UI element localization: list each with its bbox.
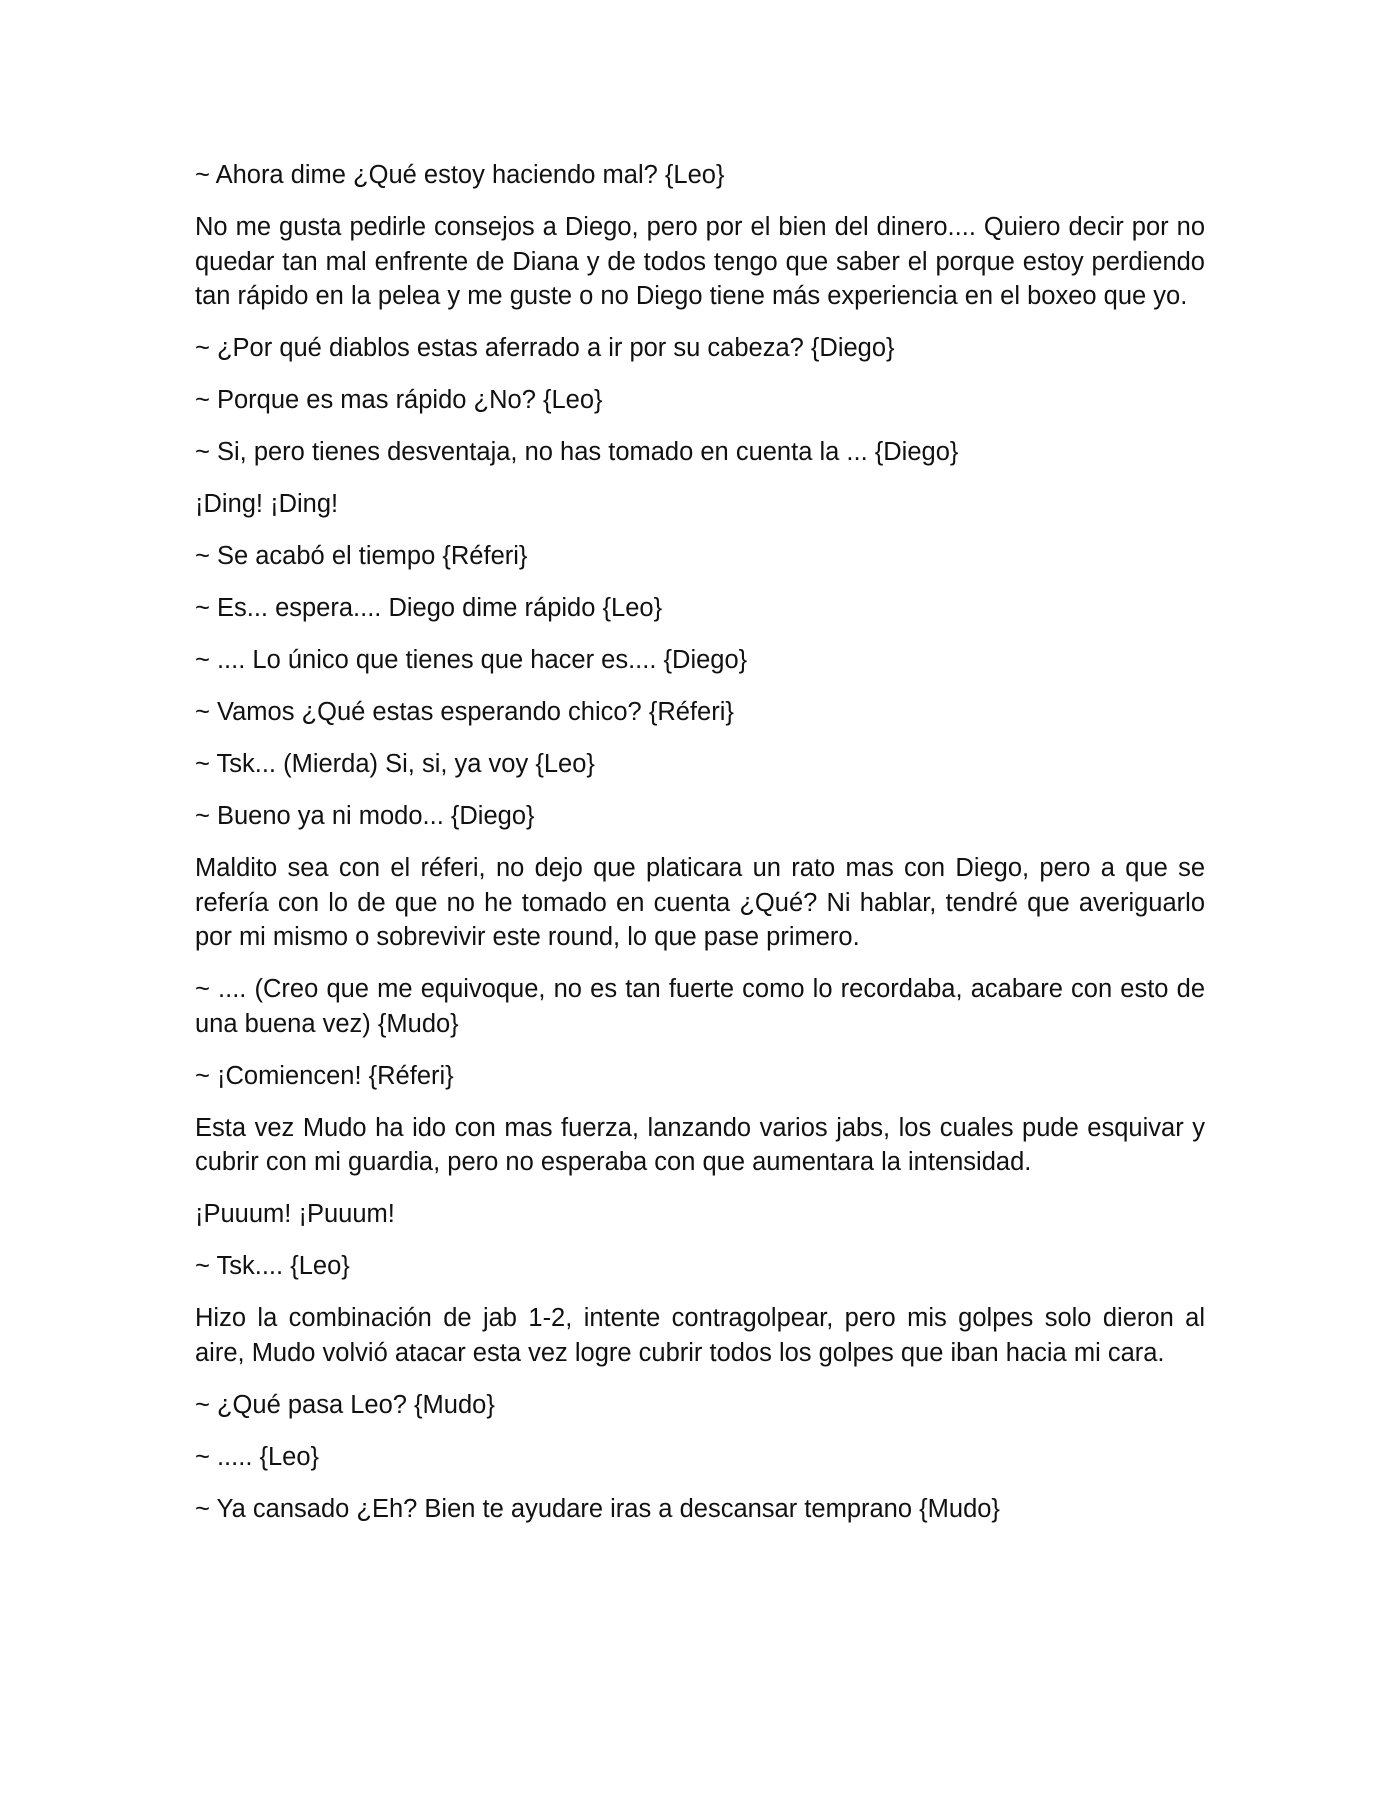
document-body — [195, 158, 1205, 1544]
dialogue-line-diego: ~ ¿Por qué diablos estas aferrado a ir por su cabeza? {Diego} — [195, 334, 895, 362]
dialogue-line-leo: ~ Porque es mas rápido ¿No? {Leo} — [195, 386, 603, 414]
narration-paragraph: No me gusta pedirle consejos a Diego, pero por el bien del dinero.... Quiero decir por no quedar tan mal enfrente de Diana y de todos tengo que saber el porque estoy perdiendo tan rápido en la pelea y me guste o no Diego tiene más experiencia en el boxeo que yo. — [195, 213, 1205, 310]
sound-effect-line: ¡Ding! ¡Ding! — [195, 490, 339, 518]
dialogue-line-leo: ~ Tsk.... {Leo} — [195, 1252, 350, 1280]
dialogue-line-mudo: ~ .... (Creo que me equivoque, no es tan fuerte como lo recordaba, acabare con esto de una buena vez) {Mudo} — [195, 975, 1205, 1038]
narration-paragraph: Hizo la combinación de jab 1-2, intente contragolpear, pero mis golpes solo dieron al aire, Mudo volvió atacar esta vez logre cubrir todos los golpes que iban hacia mi cara. — [195, 1304, 1205, 1367]
narration-paragraph: Esta vez Mudo ha ido con mas fuerza, lanzando varios jabs, los cuales pude esquivar y cubrir con mi guardia, pero no esperaba con que aumentara la intensidad. — [195, 1113, 1205, 1176]
dialogue-line-leo: ~ ..... {Leo} — [195, 1442, 320, 1471]
dialogue-line-mudo: ~ Ya cansado ¿Eh? Bien te ayudare iras a descansar temprano {Mudo} — [195, 1494, 1000, 1523]
sound-effect-line: ¡Puuum! ¡Puuum! — [195, 1200, 395, 1228]
dialogue-line-leo: ~ Ahora dime ¿Qué estoy haciendo mal? {Leo} — [195, 161, 725, 189]
dialogue-line-referi: ~ ¡Comiencen! {Réferi} — [195, 1061, 454, 1090]
dialogue-line-referi: ~ Se acabó el tiempo {Réferi} — [195, 542, 528, 570]
dialogue-line-referi: ~ Vamos ¿Qué estas esperando chico? {Réferi} — [195, 698, 734, 726]
dialogue-line-diego: ~ Si, pero tienes desventaja, no has tomado en cuenta la ... {Diego} — [195, 438, 959, 466]
narration-paragraph: Maldito sea con el réferi, no dejo que platicara un rato mas con Diego, pero a que se refería con lo de que no he tomado en cuenta ¿Qué? Ni hablar, tendré que averiguarlo por mi mismo o sobrevivir este round, lo que pase primero. — [195, 854, 1205, 951]
dialogue-line-mudo: ~ ¿Qué pasa Leo? {Mudo} — [195, 1390, 495, 1419]
dialogue-line-leo: ~ Tsk... (Mierda) Si, si, ya voy {Leo} — [195, 750, 595, 778]
dialogue-line-diego: ~ .... Lo único que tienes que hacer es.... {Diego} — [195, 646, 748, 674]
dialogue-line-diego: ~ Bueno ya ni modo... {Diego} — [195, 802, 535, 830]
dialogue-line-leo: ~ Es... espera.... Diego dime rápido {Leo} — [195, 594, 663, 622]
